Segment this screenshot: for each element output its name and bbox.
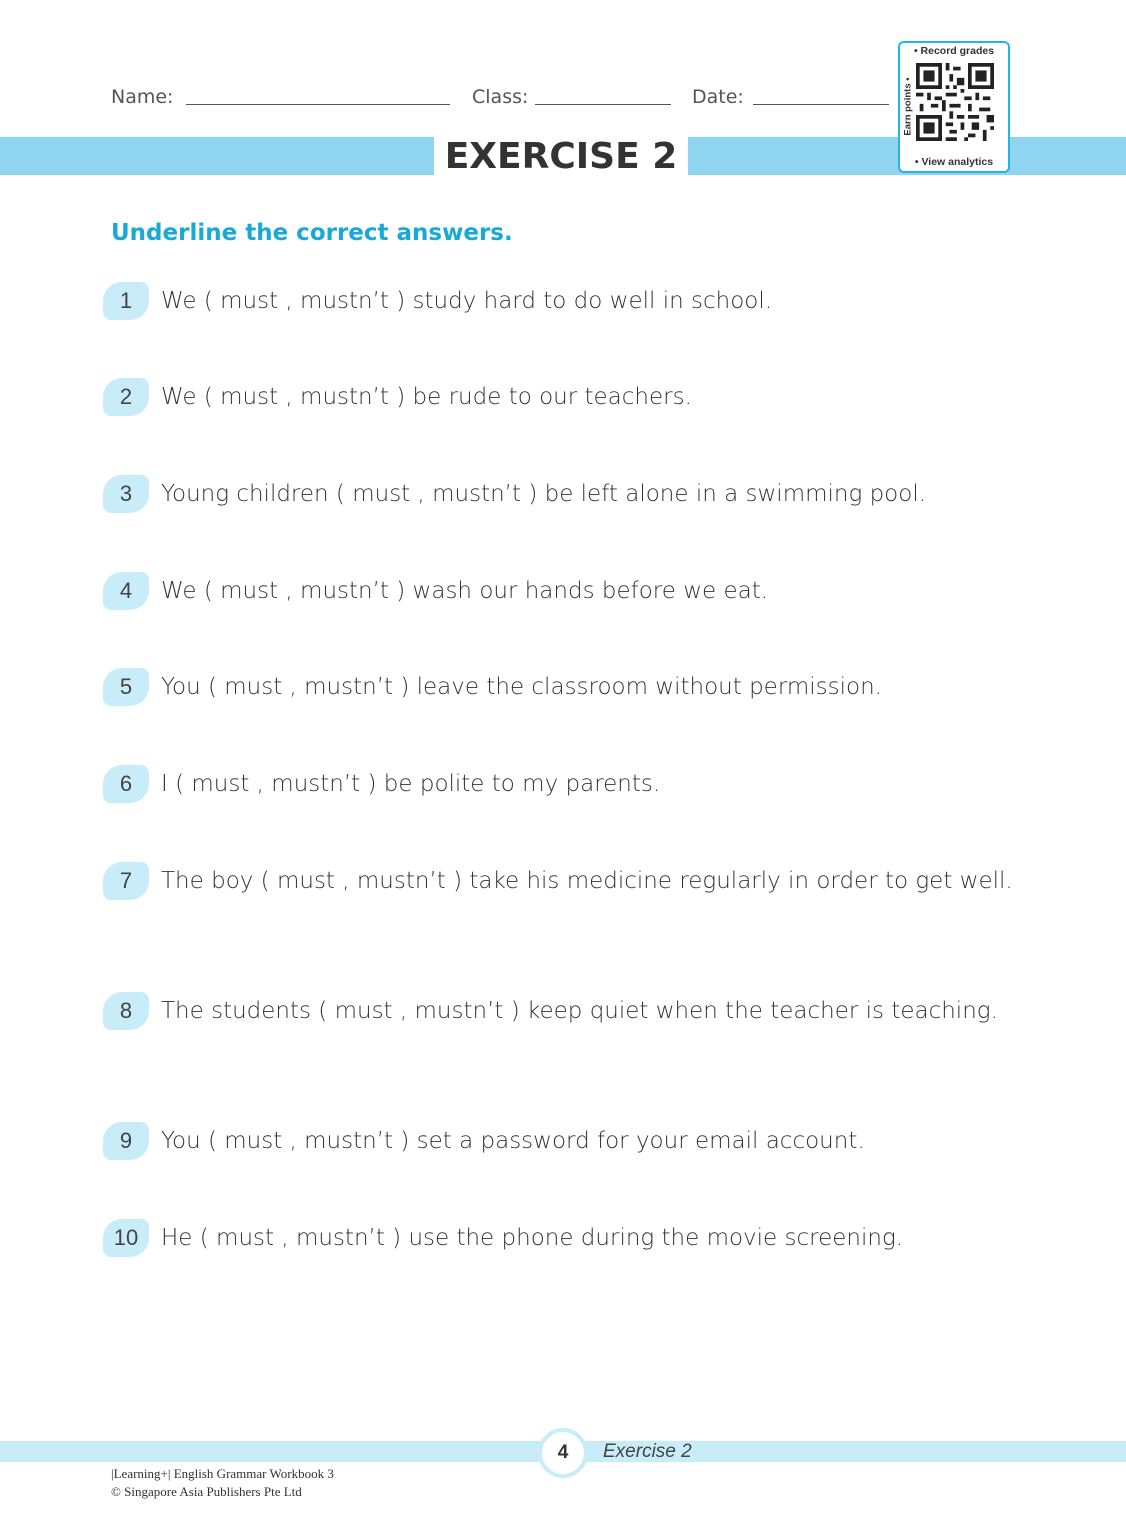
name-line[interactable] bbox=[186, 104, 450, 105]
qr-top-text: • Record grades bbox=[913, 45, 995, 57]
question-text[interactable]: He ( must , mustn’t ) use the phone during the movie screening. bbox=[161, 1225, 904, 1251]
date-label: Date: bbox=[692, 86, 744, 108]
question-number-badge: 6 bbox=[103, 765, 149, 803]
question-text[interactable]: You ( must , mustn’t ) leave the classroom without permission. bbox=[161, 674, 882, 700]
class-field bbox=[472, 86, 528, 108]
exercise-title: EXERCISE 2 bbox=[444, 136, 678, 177]
instruction-heading: Underline the correct answers. bbox=[111, 220, 513, 246]
question-number-badge: 8 bbox=[103, 992, 149, 1030]
question-text[interactable]: We ( must , mustn’t ) be rude to our teachers. bbox=[161, 384, 692, 410]
question-text[interactable]: We ( must , mustn’t ) wash our hands before we eat. bbox=[161, 578, 769, 604]
question-number-badge: 9 bbox=[103, 1122, 149, 1160]
question-number-badge: 10 bbox=[103, 1219, 149, 1257]
footer-publisher-info bbox=[111, 1465, 334, 1501]
question-text[interactable]: We ( must , mustn’t ) study hard to do well in school. bbox=[161, 288, 773, 314]
book-title-line: |Learning+| English Grammar Workbook 3 bbox=[111, 1466, 334, 1481]
page-number: 4 bbox=[538, 1428, 588, 1478]
date-field bbox=[692, 86, 744, 108]
question-text[interactable]: Young children ( must , mustn’t ) be left alone in a swimming pool. bbox=[161, 481, 927, 507]
qr-code-icon bbox=[916, 63, 994, 141]
question-number-badge: 5 bbox=[103, 668, 149, 706]
question-text[interactable]: I ( must , mustn’t ) be polite to my parents. bbox=[161, 771, 661, 797]
question-text[interactable]: The students ( must , mustn’t ) keep quiet when the teacher is teaching. bbox=[161, 998, 998, 1024]
question-number-badge: 1 bbox=[103, 282, 149, 320]
question-text[interactable]: The boy ( must , mustn’t ) take his medicine regularly in order to get well. bbox=[161, 868, 1013, 894]
question-text[interactable]: You ( must , mustn’t ) set a password for your email account. bbox=[161, 1128, 865, 1154]
question-number-badge: 4 bbox=[103, 572, 149, 610]
footer-section-label: Exercise 2 bbox=[603, 1441, 692, 1462]
class-label: Class: bbox=[472, 86, 529, 108]
class-line[interactable] bbox=[535, 104, 671, 105]
name-field bbox=[111, 86, 173, 108]
name-label: Name: bbox=[111, 86, 174, 108]
qr-code-card[interactable] bbox=[898, 41, 1010, 173]
qr-side-text: Earn points • bbox=[902, 77, 914, 136]
question-number-badge: 7 bbox=[103, 862, 149, 900]
question-number-badge: 2 bbox=[103, 378, 149, 416]
copyright-line: © Singapore Asia Publishers Pte Ltd bbox=[111, 1484, 302, 1499]
question-number-badge: 3 bbox=[103, 475, 149, 513]
date-line[interactable] bbox=[753, 104, 889, 105]
qr-bottom-text: • View analytics bbox=[914, 156, 994, 168]
